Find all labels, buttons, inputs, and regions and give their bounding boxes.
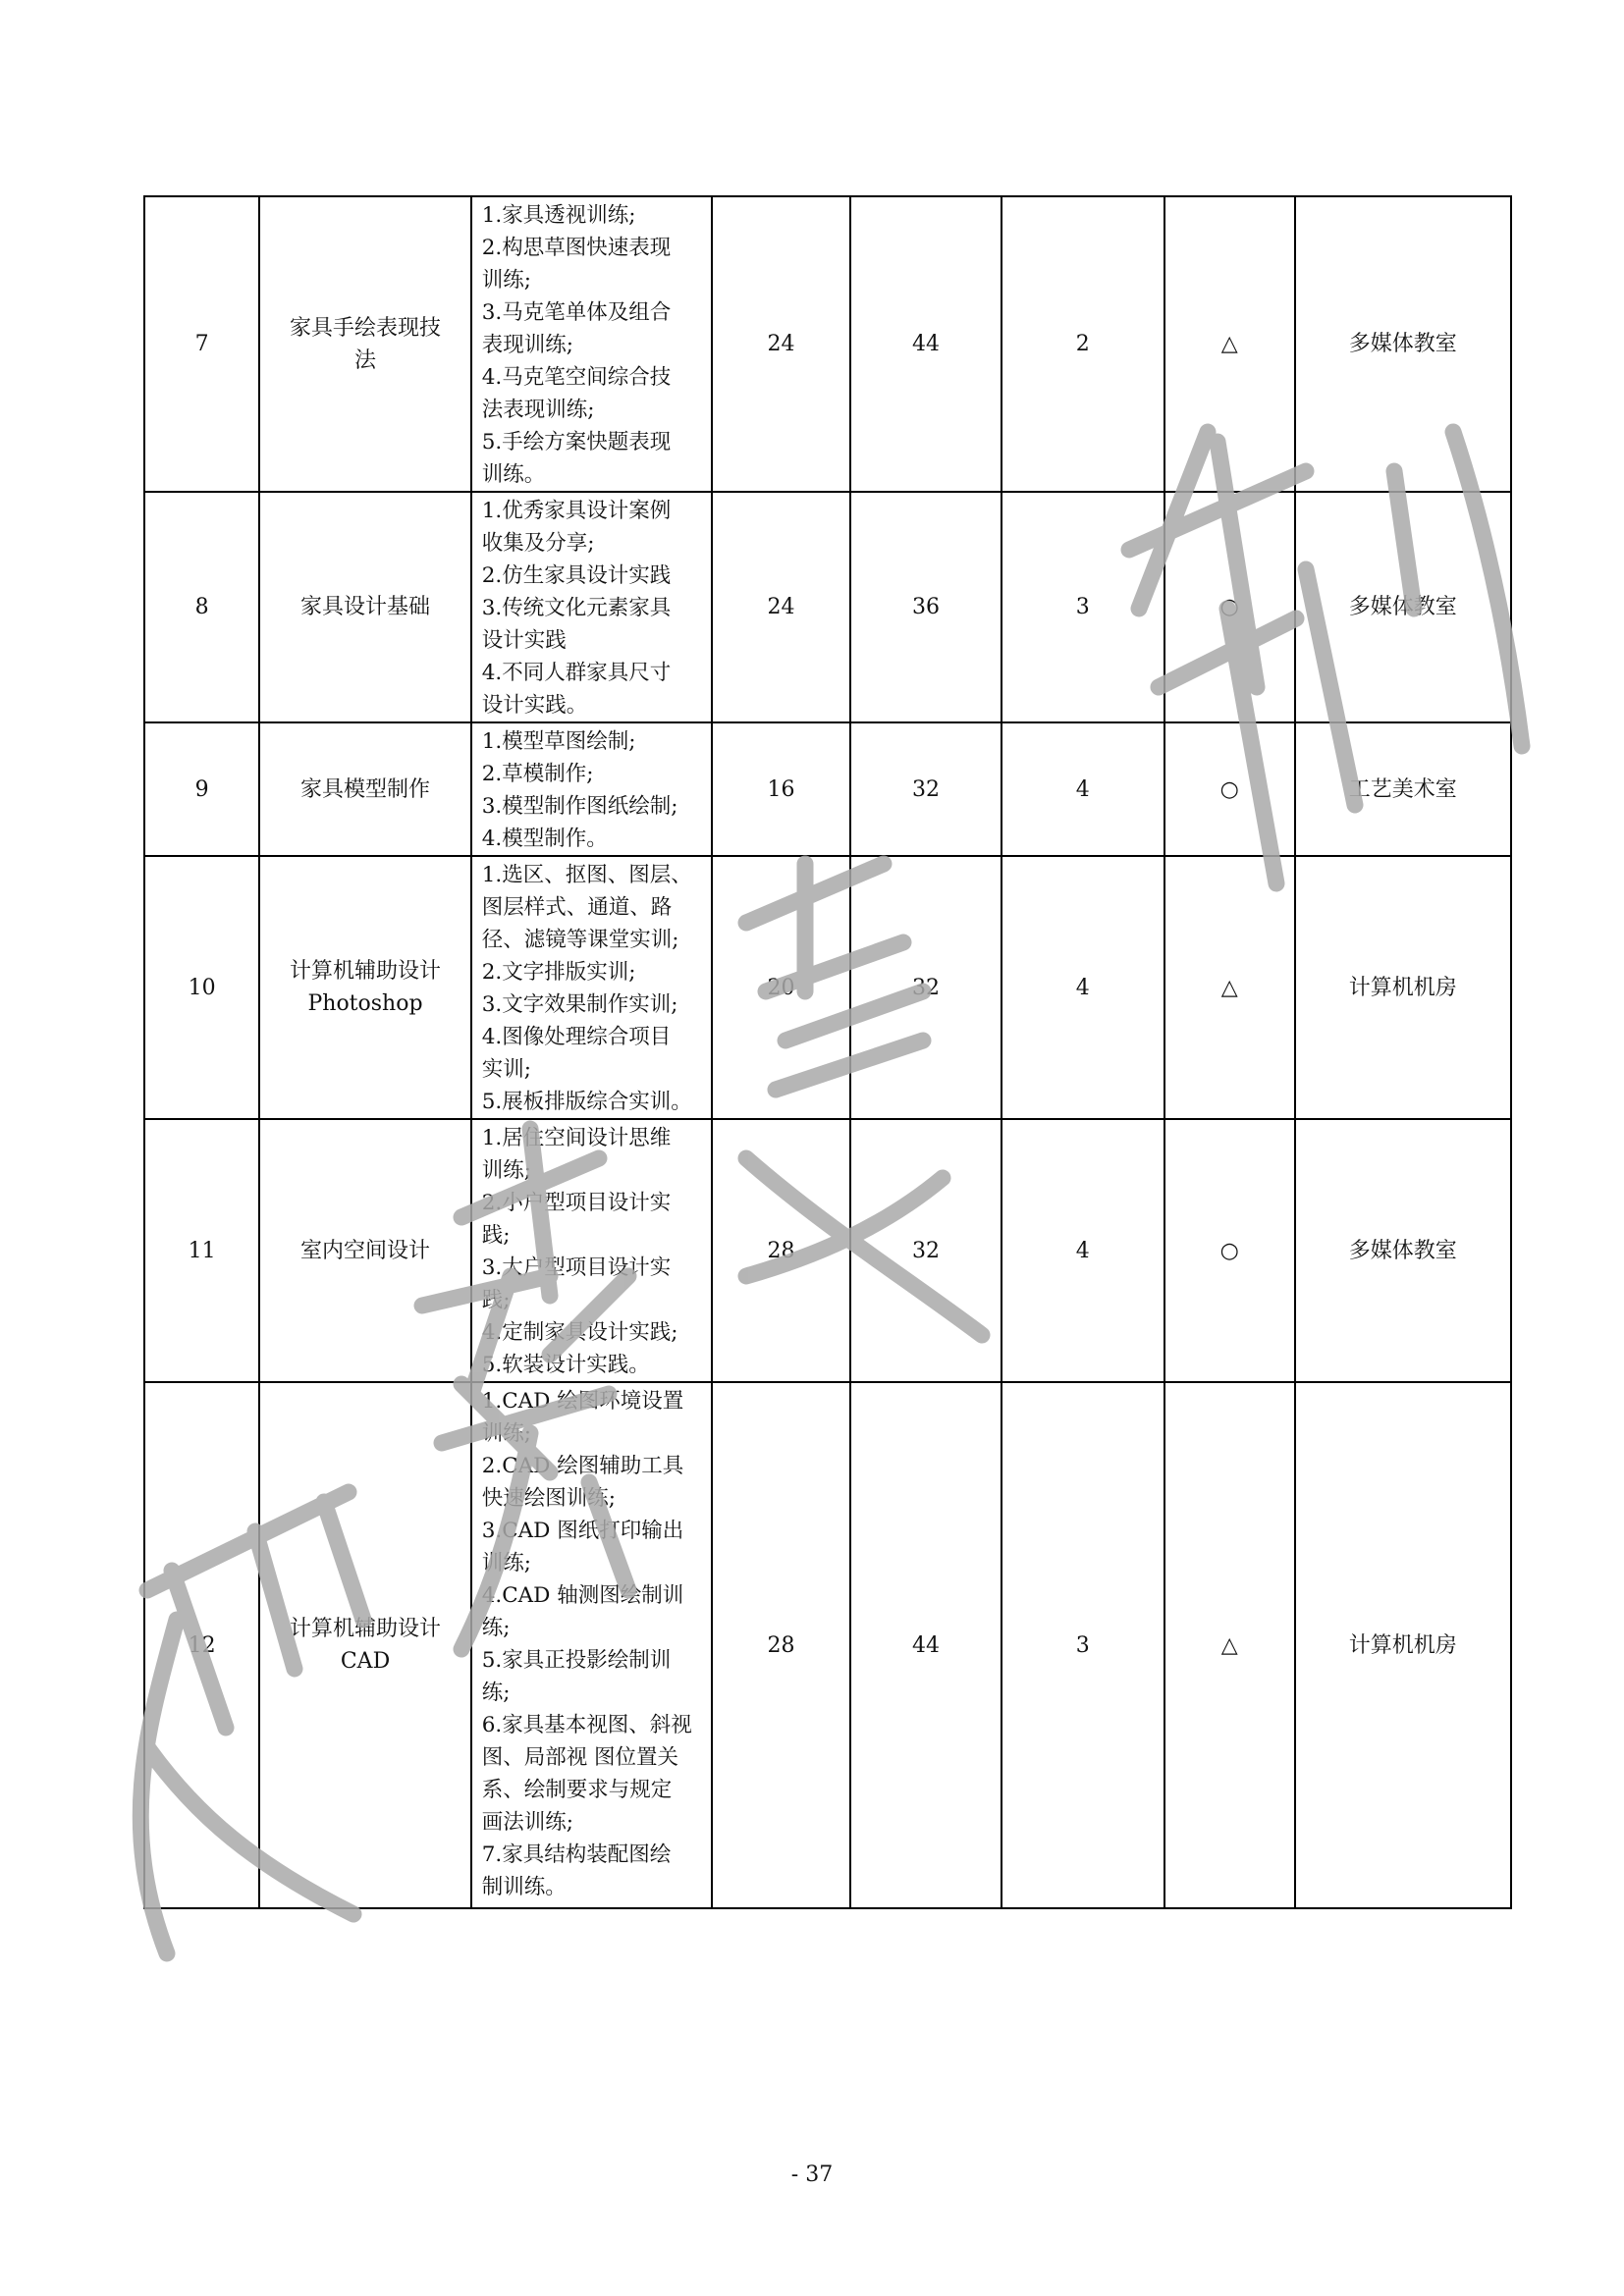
value-col-3: 2: [1001, 196, 1164, 492]
course-name-line: 室内空间设计: [300, 1238, 431, 1263]
content-line: 设计实践。: [481, 693, 588, 718]
row-number: 12: [144, 1382, 259, 1908]
content-line: 4.模型制作。: [481, 827, 608, 851]
course-type-symbol: △: [1164, 856, 1295, 1119]
value-col-2: 36: [850, 492, 1001, 722]
course-name: [259, 196, 470, 492]
training-place: 计算机机房: [1295, 856, 1511, 1119]
training-place: 计算机机房: [1295, 1382, 1511, 1908]
content-line: 践;: [481, 1288, 511, 1312]
course-content: [471, 856, 712, 1119]
course-type-symbol: ○: [1164, 492, 1295, 722]
content-line: 4.马克笔空间综合技: [481, 365, 672, 390]
content-line: 2.文字排版实训;: [481, 960, 636, 985]
value-col-3: 4: [1001, 856, 1164, 1119]
table-row: [144, 722, 1511, 856]
value-col-1: 20: [712, 856, 851, 1119]
course-content: [471, 1119, 712, 1382]
value-col-1: 24: [712, 492, 851, 722]
content-line: 图层样式、通道、路: [481, 895, 673, 920]
value-col-1: 28: [712, 1382, 851, 1908]
content-line: 训练;: [481, 1421, 531, 1446]
content-line: 表现训练;: [481, 333, 573, 357]
content-line: 2.构思草图快速表现: [481, 236, 672, 260]
content-line: 1.模型草图绘制;: [481, 729, 636, 754]
content-line: 练;: [481, 1681, 511, 1705]
value-col-3: 3: [1001, 492, 1164, 722]
value-col-2: 44: [850, 196, 1001, 492]
content-line: 1.选区、抠图、图层、: [481, 863, 692, 887]
content-line: 4.定制家具设计实践;: [481, 1320, 678, 1345]
value-col-1: 24: [712, 196, 851, 492]
content-line: 训练;: [481, 1551, 531, 1575]
course-content: [471, 196, 712, 492]
content-line: 径、滤镜等课堂实训;: [481, 928, 679, 952]
course-name: [259, 1119, 470, 1382]
training-place: 多媒体教室: [1295, 492, 1511, 722]
course-type-symbol: △: [1164, 1382, 1295, 1908]
table-row: [144, 492, 1511, 722]
content-line: 5.展板排版综合实训。: [481, 1090, 692, 1114]
row-number: 8: [144, 492, 259, 722]
content-line: 制训练。: [481, 1875, 567, 1899]
value-col-2: 32: [850, 722, 1001, 856]
content-line: 4.不同人群家具尺寸: [481, 661, 672, 685]
course-name-line: 家具手绘表现技: [290, 315, 442, 341]
content-line: 1.CAD 绘图环境设置: [481, 1389, 684, 1414]
course-name-line: 家具模型制作: [300, 776, 431, 802]
content-line: 练;: [481, 1616, 511, 1640]
value-col-2: 44: [850, 1382, 1001, 1908]
content-line: 1.家具透视训练;: [481, 203, 636, 228]
content-line: 图、局部视 图位置关: [481, 1745, 679, 1770]
course-name-line: 计算机辅助设计: [290, 959, 442, 984]
row-number: 11: [144, 1119, 259, 1382]
content-line: 2.CAD 绘图辅助工具: [481, 1454, 684, 1478]
content-line: 收集及分享;: [481, 531, 595, 556]
content-line: 法表现训练;: [481, 398, 595, 422]
value-col-3: 3: [1001, 1382, 1164, 1908]
content-line: 快速绘图训练;: [481, 1486, 616, 1511]
course-table: [143, 195, 1512, 1909]
value-col-3: 4: [1001, 722, 1164, 856]
course-name-line: 计算机辅助设计: [290, 1617, 442, 1641]
course-content: [471, 492, 712, 722]
course-name: [259, 722, 470, 856]
content-line: 5.家具正投影绘制训: [481, 1648, 672, 1673]
content-line: 系、绘制要求与规定: [481, 1778, 673, 1802]
content-line: 1.居住空间设计思维: [481, 1126, 672, 1150]
row-number: 10: [144, 856, 259, 1119]
content-line: 画法训练;: [481, 1810, 573, 1835]
course-name: [259, 492, 470, 722]
course-type-symbol: ○: [1164, 1119, 1295, 1382]
content-line: 5.手绘方案快题表现: [481, 430, 672, 454]
content-line: 4.CAD 轴测图绘制训: [481, 1583, 684, 1608]
value-col-1: 16: [712, 722, 851, 856]
content-line: 2.仿生家具设计实践: [481, 563, 672, 588]
content-line: 3.文字效果制作实训;: [481, 992, 678, 1017]
content-line: 实训;: [481, 1057, 531, 1082]
content-line: 3.传统文化元素家具: [481, 596, 672, 620]
table-row: [144, 1382, 1511, 1908]
content-line: 3.模型制作图纸绘制;: [481, 794, 678, 819]
value-col-2: 32: [850, 856, 1001, 1119]
content-line: 5.软装设计实践。: [481, 1353, 650, 1377]
content-line: 3.大户型项目设计实: [481, 1255, 672, 1280]
row-number: 9: [144, 722, 259, 856]
table-row: [144, 856, 1511, 1119]
course-content: [471, 1382, 712, 1908]
content-line: 4.图像处理综合项目: [481, 1025, 672, 1049]
course-name: [259, 1382, 470, 1908]
course-type-symbol: ○: [1164, 722, 1295, 856]
value-col-2: 32: [850, 1119, 1001, 1382]
training-place: 工艺美术室: [1295, 722, 1511, 856]
content-line: 7.家具结构装配图绘: [481, 1842, 672, 1867]
content-line: 训练;: [481, 1158, 531, 1183]
course-name-line: 法: [354, 347, 377, 373]
course-name-line: 家具设计基础: [300, 595, 431, 619]
content-line: 3.马克笔单体及组合: [481, 300, 672, 325]
row-number: 7: [144, 196, 259, 492]
content-line: 3.CAD 图纸打印输出: [481, 1519, 684, 1543]
course-content: [471, 722, 712, 856]
course-name-line: Photoshop: [307, 991, 423, 1016]
course-name-line: CAD: [340, 1649, 391, 1674]
content-line: 训练;: [481, 268, 531, 293]
training-place: 多媒体教室: [1295, 1119, 1511, 1382]
training-place: 多媒体教室: [1295, 196, 1511, 492]
value-col-1: 28: [712, 1119, 851, 1382]
content-line: 训练。: [481, 462, 546, 487]
table-row: [144, 1119, 1511, 1382]
content-line: 2.小户型项目设计实: [481, 1191, 672, 1215]
course-name: [259, 856, 470, 1119]
content-line: 2.草模制作;: [481, 762, 594, 786]
content-line: 践;: [481, 1223, 511, 1248]
value-col-3: 4: [1001, 1119, 1164, 1382]
course-type-symbol: △: [1164, 196, 1295, 492]
content-line: 1.优秀家具设计案例: [481, 499, 672, 523]
content-line: 设计实践: [481, 628, 567, 653]
table-row: [144, 196, 1511, 492]
content-line: 6.家具基本视图、斜视: [481, 1713, 692, 1737]
page-number: - 37: [790, 2163, 834, 2187]
